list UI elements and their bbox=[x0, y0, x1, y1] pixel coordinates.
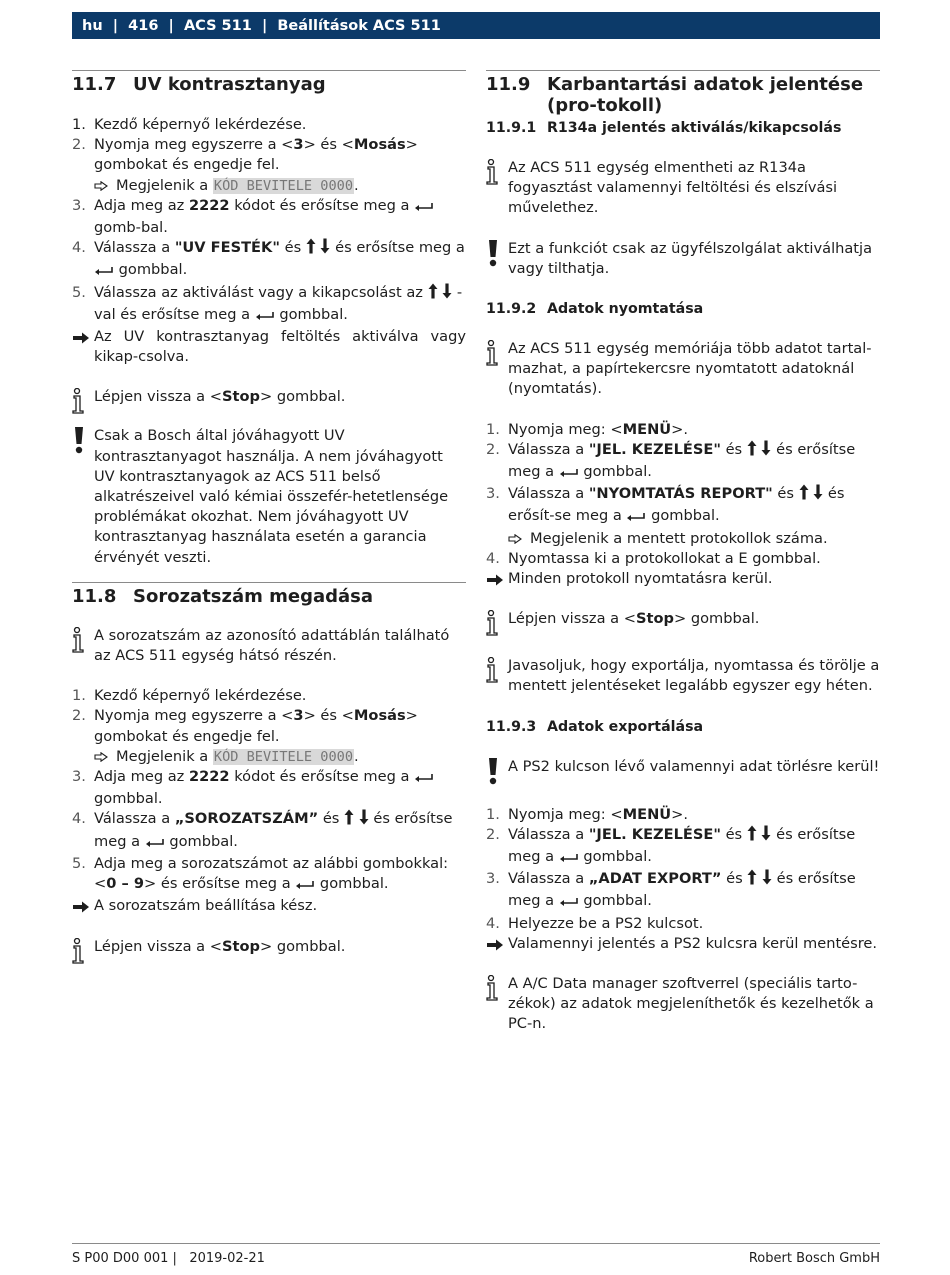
enter-key-icon bbox=[559, 893, 579, 913]
list-item: 4. Válassza a „SOROZATSZÁM” és és erősítse meg a gombbal. bbox=[72, 809, 466, 853]
result-arrow-icon bbox=[72, 327, 94, 367]
subsection-heading: 11.9.3 Adatok exportálása bbox=[486, 718, 704, 735]
arrow-down-icon bbox=[320, 238, 330, 260]
info-note: Az ACS 511 egység elmentheti az R134a fogyasztást valamennyi feltöltési és elszívási művelethez. bbox=[486, 158, 880, 219]
list-item: 2. Nyomja meg egyszerre a <3> és <Mosás> gombokat és engedje fel. bbox=[72, 136, 418, 174]
info-icon bbox=[486, 339, 508, 400]
info-icon bbox=[486, 609, 508, 636]
info-icon bbox=[72, 387, 94, 414]
section-number: 11.7 bbox=[72, 74, 117, 95]
arrow-up-icon bbox=[306, 238, 316, 260]
info-note: A sorozatszám az azonosító adattáblán található az ACS 511 egység hátsó részén. bbox=[72, 626, 466, 666]
result-arrow-icon bbox=[486, 569, 508, 589]
section-number: 11.9 bbox=[486, 74, 531, 95]
lcd-display-text: KÓD BEVITELE 0000 bbox=[213, 177, 354, 194]
warning-icon bbox=[486, 757, 508, 785]
section-title: Karbantartási adatok jelentése (pro-tokoll) bbox=[547, 74, 864, 116]
info-note: A A/C Data manager szoftverrel (speciális tarto-zékok) az adatok megjeleníthetők és kezelhetők a PC-n. bbox=[486, 974, 880, 1035]
arrow-up-icon bbox=[747, 869, 757, 891]
info-note: Az ACS 511 egység memóriája több adatot tartal-mazhat, a papírtekercsre nyomtatott adatoknál (nyomtatás). bbox=[486, 339, 880, 400]
arrow-up-icon bbox=[428, 283, 438, 305]
arrow-down-icon bbox=[762, 869, 772, 891]
section-11-8-heading bbox=[72, 582, 466, 607]
result-arrow-icon bbox=[94, 176, 116, 196]
arrow-up-icon bbox=[799, 484, 809, 506]
enter-key-icon bbox=[255, 307, 275, 327]
footer-doc-info: S P00 D00 001 | 2019-02-21 bbox=[72, 1251, 265, 1266]
list-item: 1. Nyomja meg: <MENÜ>. bbox=[486, 420, 689, 438]
arrow-down-icon bbox=[359, 809, 369, 831]
enter-key-icon bbox=[559, 849, 579, 869]
enter-key-icon bbox=[295, 876, 315, 896]
left-column bbox=[72, 70, 466, 964]
warning-icon bbox=[486, 239, 508, 279]
warning-note: A PS2 kulcson lévő valamennyi adat törlésre kerül! bbox=[486, 757, 880, 785]
section-11-9-heading bbox=[486, 70, 880, 116]
arrow-up-icon bbox=[747, 825, 757, 847]
footer-doc-number: S P00 D00 001 bbox=[72, 1251, 169, 1266]
header-bar: hu | 416 | ACS 511 | Beállítások ACS 511 bbox=[72, 12, 880, 39]
result-item: Megjelenik a mentett protokollok száma. bbox=[486, 529, 880, 549]
list-item: 4. Nyomtassa ki a protokollokat a E gombbal. bbox=[486, 549, 821, 567]
list-item: 4. Helyezze be a PS2 kulcsot. bbox=[486, 914, 704, 932]
subsection-heading: 11.9.2 Adatok nyomtatása bbox=[486, 301, 704, 318]
header-section: Beállítások ACS 511 bbox=[277, 17, 441, 34]
result-arrow-icon bbox=[72, 896, 94, 916]
list-item: 5. Válassza az aktiválást vagy a kikapcsolást az - val és erősítse meg a gombbal. bbox=[72, 283, 466, 327]
list-item: 3. Válassza a "NYOMTATÁS REPORT" és és erősít-se meg a gombbal. bbox=[486, 484, 880, 528]
result-item: Megjelenik a KÓD BEVITELE 0000. bbox=[72, 747, 466, 767]
section-title: Sorozatszám megadása bbox=[133, 585, 374, 607]
list-item: 2. Nyomja meg egyszerre a <3> és <Mosás> gombokat és engedje fel. bbox=[72, 707, 418, 745]
info-note: Javasoljuk, hogy exportálja, nyomtassa és törölje a mentett jelentéseket legalább egyszer egy héten. bbox=[486, 656, 880, 696]
section-title: UV kontrasztanyag bbox=[133, 74, 326, 95]
result-item: Az UV kontrasztanyag feltöltés aktiválva vagy kikap-csolva. bbox=[72, 327, 466, 367]
info-icon bbox=[72, 626, 94, 666]
info-icon bbox=[486, 158, 508, 219]
info-icon bbox=[486, 974, 508, 1035]
result-arrow-icon bbox=[94, 747, 116, 767]
footer-date: 2019-02-21 bbox=[189, 1251, 265, 1266]
arrow-down-icon bbox=[813, 484, 823, 506]
arrow-up-icon bbox=[344, 809, 354, 831]
list-item: 3. Adja meg az 2222 kódot és erősítse meg a gombbal. bbox=[72, 767, 466, 809]
list-item: 2. Válassza a "JEL. KEZELÉSE" és és erősítse meg a gombbal. bbox=[486, 440, 880, 484]
list-item: 1. Nyomja meg: <MENÜ>. bbox=[486, 805, 689, 823]
section-11-7-heading bbox=[72, 70, 466, 95]
header-product: ACS 511 bbox=[183, 17, 252, 34]
info-icon bbox=[72, 937, 94, 964]
list-item: 2. Válassza a "JEL. KEZELÉSE" és és erősítse meg a gombbal. bbox=[486, 825, 880, 869]
list-item: 3. Válassza a „ADAT EXPORT” és és erősítse meg a gombbal. bbox=[486, 869, 880, 913]
info-icon bbox=[486, 656, 508, 696]
subsection-heading: 11.9.1 R134a jelentés aktiválás/kikapcsolás bbox=[486, 120, 842, 136]
list-item: 1. Kezdő képernyő lekérdezése. bbox=[72, 116, 307, 133]
warning-note: Ezt a funkciót csak az ügyfélszolgálat aktiválhatja vagy tilthatja. bbox=[486, 239, 880, 279]
enter-key-icon bbox=[414, 198, 434, 218]
arrow-down-icon bbox=[761, 440, 771, 462]
header-page: 416 bbox=[128, 17, 159, 34]
list-item: 5. Adja meg a sorozatszámot az alábbi gombokkal: <0 – 9> és erősítse meg a gombbal. bbox=[72, 854, 466, 896]
footer-divider bbox=[72, 1243, 880, 1244]
enter-key-icon bbox=[145, 834, 165, 854]
info-note: Lépjen vissza a <Stop> gombbal. bbox=[72, 937, 466, 964]
info-note: Lépjen vissza a <Stop> gombbal. bbox=[486, 609, 880, 636]
result-item: Megjelenik a KÓD BEVITELE 0000. bbox=[72, 176, 466, 196]
right-column bbox=[486, 70, 880, 1035]
header-lang: hu bbox=[82, 17, 103, 34]
section-number: 11.8 bbox=[72, 585, 117, 607]
list-item: 4. Válassza a "UV FESTÉK" és és erősítse meg a gombbal. bbox=[72, 238, 466, 282]
list-item: 1. Kezdő képernyő lekérdezése. bbox=[72, 687, 307, 705]
warning-icon bbox=[72, 426, 94, 567]
lcd-display-text: KÓD BEVITELE 0000 bbox=[213, 748, 354, 765]
result-item: A sorozatszám beállítása kész. bbox=[72, 896, 466, 916]
enter-key-icon bbox=[414, 769, 434, 789]
result-arrow-icon bbox=[508, 529, 530, 549]
arrow-up-icon bbox=[747, 440, 757, 462]
enter-key-icon bbox=[626, 508, 646, 528]
result-item: Valamennyi jelentés a PS2 kulcsra kerül mentésre. bbox=[486, 934, 880, 954]
enter-key-icon bbox=[559, 464, 579, 484]
info-note: Lépjen vissza a <Stop> gombbal. bbox=[72, 387, 466, 414]
result-arrow-icon bbox=[486, 934, 508, 954]
warning-note: Csak a Bosch által jóváhagyott UV kontrasztanyagot használja. A nem jóváhagyott UV kontrasztanyagok az ACS 511 belső alkatrészeivel való kémiai összefér-hetetlensége problémákat okozhat. Nem jóváhagyott UV kontrasztanyag használata esetén a garancia érvényét veszti. bbox=[72, 426, 466, 567]
footer-company: Robert Bosch GmbH bbox=[748, 1251, 880, 1266]
enter-key-icon bbox=[94, 262, 114, 282]
arrow-down-icon bbox=[442, 283, 452, 305]
arrow-down-icon bbox=[761, 825, 771, 847]
result-item: Minden protokoll nyomtatásra kerül. bbox=[486, 569, 880, 589]
list-item: 3. Adja meg az 2222 kódot és erősítse meg a gomb-bal. bbox=[72, 196, 466, 238]
